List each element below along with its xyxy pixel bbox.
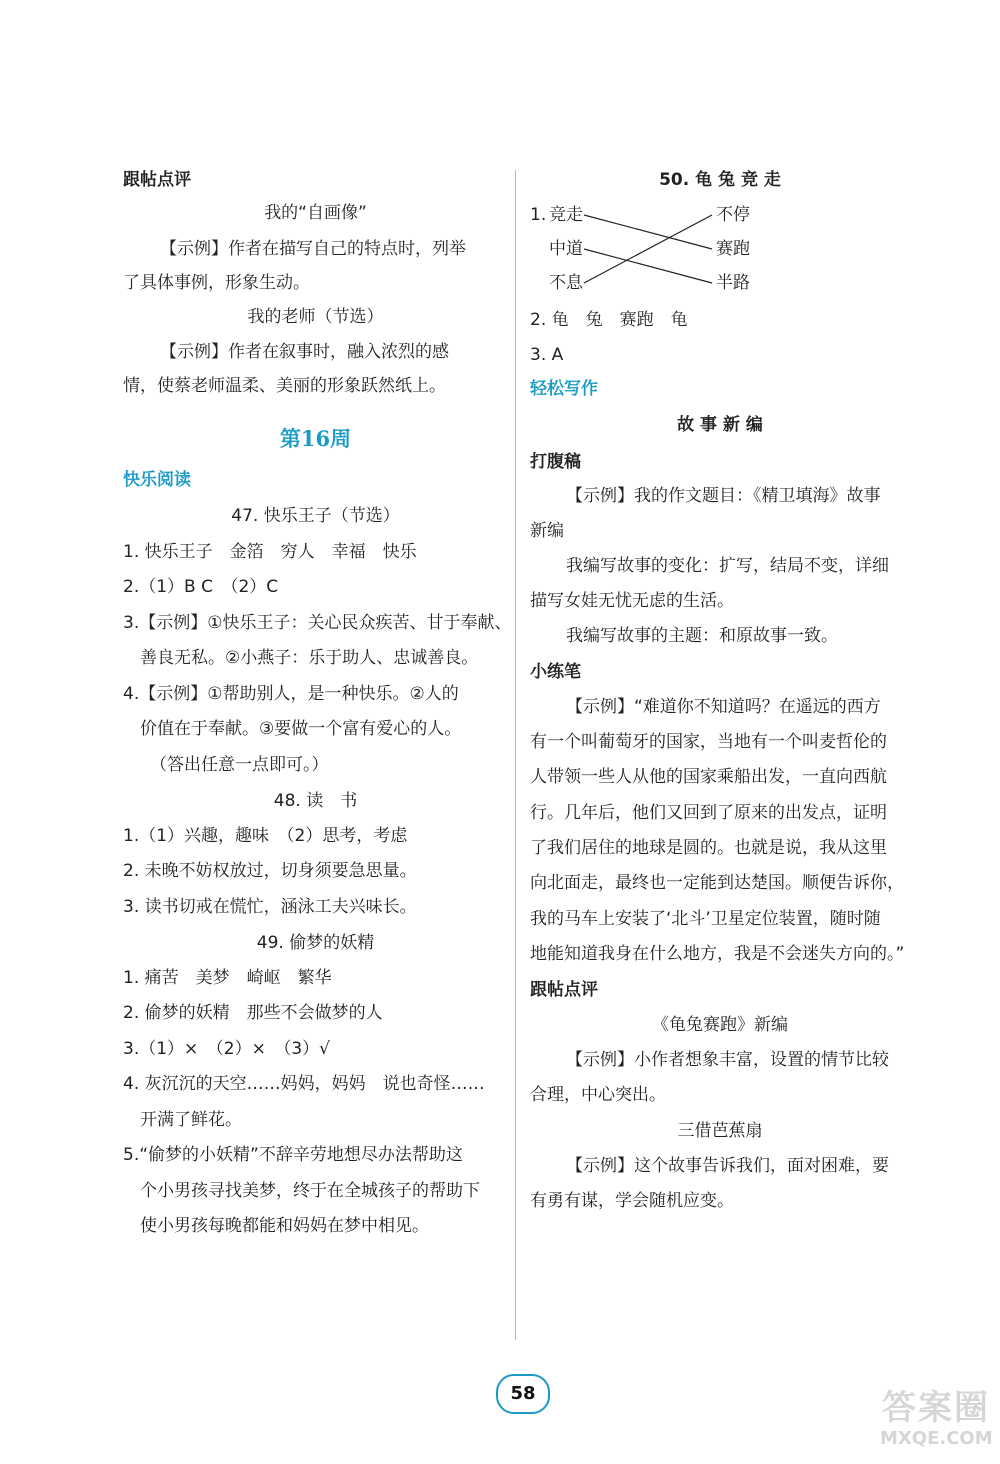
match-link-line (584, 215, 712, 283)
draft-line2: 新编 (530, 521, 564, 541)
q48-answer-1: 1.（1）兴趣，趣味 （2）思考，考虑 (123, 826, 408, 846)
title-teacher: 我的老师（节选） (247, 307, 384, 327)
draft-line4: 描写女娃无忧无虑的生活。 (530, 591, 734, 611)
comment2-line2: 情，使蔡老师温柔、美丽的形象跃然纸上。 (123, 376, 446, 396)
column-divider (515, 170, 516, 1340)
match-prefix: 1. (530, 205, 547, 225)
q47-title: 47. 快乐王子（节选） (231, 506, 400, 526)
story-title: 故 事 新 编 (677, 415, 763, 435)
q47-answer-4-line3: （答出任意一点即可。） (150, 755, 329, 775)
practice-heading: 小练笔 (530, 662, 581, 682)
match-right-item: 不停 (716, 205, 750, 225)
q48-title: 48. 读 书 (273, 791, 358, 811)
practice-line: 我的马车上安装了‘北斗’卫星定位装置，随时随 (530, 909, 881, 929)
story3-title: 三借芭蕉扇 (677, 1121, 763, 1141)
q49-answer-5-line3: 使小男孩每晚都能和妈妈在梦中相见。 (140, 1216, 429, 1236)
title-self-portrait: 我的“自画像” (264, 203, 367, 223)
gentie-heading-left: 跟帖点评 (123, 170, 191, 190)
practice-line: 向北面走，最终也一定能到达楚国。顺便告诉你， (530, 873, 904, 893)
matching-lines (0, 0, 1000, 320)
practice-line: 行。几年后，他们又回到了原来的出发点，证明 (530, 803, 887, 823)
watermark (880, 1388, 992, 1458)
q48-answer-3: 3. 读书切戒在慌忙，涵泳工夫兴味长。 (123, 897, 417, 917)
q49-answer-2: 2. 偷梦的妖精 那些不会做梦的人 (123, 1003, 383, 1023)
match-link-line (584, 215, 712, 249)
q49-answer-1: 1. 痛苦 美梦 崎岖 繁华 (123, 968, 332, 988)
q49-answer-5-line2: 个小男孩寻找美梦，终于在全城孩子的帮助下 (140, 1181, 480, 1201)
practice-line: 人带领一些人从他的国家乘船出发，一直向西航 (530, 767, 887, 787)
draft-line1: 【示例】我的作文题目：《精卫填海》故事 (566, 486, 881, 506)
q47-answer-4-line1: 4.【示例】①帮助别人，是一种快乐。②人的 (123, 684, 459, 704)
happy-reading-heading: 快乐阅读 (123, 470, 191, 490)
match-left-item: 竞走 (549, 205, 583, 225)
easy-writing-heading: 轻松写作 (530, 379, 598, 399)
practice-line: 【示例】“难道你不知道吗？在遥远的西方 (566, 697, 881, 717)
practice-line: 地能知道我身在什么地方，我是不会迷失方向的。” (530, 944, 905, 964)
story2-title: 《龟兔赛跑》新编 (652, 1015, 788, 1035)
q49-title: 49. 偷梦的妖精 (256, 933, 375, 953)
match-right-item: 半路 (716, 273, 750, 293)
q47-answer-3-line2: 善良无私。②小燕子：乐于助人、忠诚善良。 (140, 648, 479, 668)
comment1-line2: 了具体事例，形象生动。 (123, 273, 310, 293)
comment2-line1: 【示例】作者在叙事时，融入浓烈的感 (160, 342, 449, 362)
q49-answer-4-line1: 4. 灰沉沉的天空……妈妈，妈妈 说也奇怪…… (123, 1074, 485, 1094)
practice-line: 有一个叫葡萄牙的国家，当地有一个叫麦哲伦的 (530, 732, 887, 752)
draft-line3: 我编写故事的变化：扩写，结局不变，详细 (566, 556, 889, 576)
q47-answer-4-line2: 价值在于奉献。③要做一个富有爱心的人。 (140, 719, 462, 739)
match-left-item: 不息 (549, 273, 583, 293)
q49-answer-3: 3.（1）× （2）× （3）√ (123, 1039, 330, 1059)
match-link-line (584, 249, 712, 283)
q47-answer-2: 2.（1）B C （2）C (123, 577, 279, 597)
story3-line2: 有勇有谋，学会随机应变。 (530, 1191, 734, 1211)
week-title: 第16周 (279, 426, 352, 451)
q50-title: 50. 龟 兔 竞 走 (659, 170, 781, 190)
page-number: 58 (496, 1374, 550, 1414)
q47-answer-3-line1: 3.【示例】①快乐王子：关心民众疾苦、甘于奉献、 (123, 613, 512, 633)
story2-line2: 合理，中心突出。 (530, 1085, 666, 1105)
practice-line: 了我们居住的地球是圆的。也就是说，我从这里 (530, 838, 887, 858)
match-right-item: 赛跑 (716, 239, 750, 259)
match-left-item: 中道 (549, 239, 583, 259)
q49-answer-4-line2: 开满了鲜花。 (140, 1110, 242, 1130)
q48-answer-2: 2. 未晚不妨权放过，切身须要急思量。 (123, 861, 417, 881)
q49-answer-5-line1: 5.“偷梦的小妖精”不辞辛劳地想尽办法帮助这 (123, 1145, 463, 1165)
story2-line1: 【示例】小作者想象丰富，设置的情节比较 (566, 1050, 889, 1070)
draft-line5: 我编写故事的主题：和原故事一致。 (566, 626, 838, 646)
draft-heading: 打腹稿 (530, 452, 581, 472)
q47-answer-1: 1. 快乐王子 金箔 穷人 幸福 快乐 (123, 542, 417, 562)
story3-line1: 【示例】这个故事告诉我们，面对困难，要 (566, 1156, 889, 1176)
watermark-line2: MXQE.COM (880, 1428, 993, 1449)
watermark-line1: 答案圈 (882, 1388, 990, 1428)
comment1-line1: 【示例】作者在描写自己的特点时，列举 (160, 239, 466, 259)
q50-answer-3: 3. A (530, 345, 564, 365)
q50-answer-2: 2. 龟 兔 赛跑 龟 (530, 310, 688, 330)
gentie-heading-right: 跟帖点评 (530, 980, 598, 1000)
